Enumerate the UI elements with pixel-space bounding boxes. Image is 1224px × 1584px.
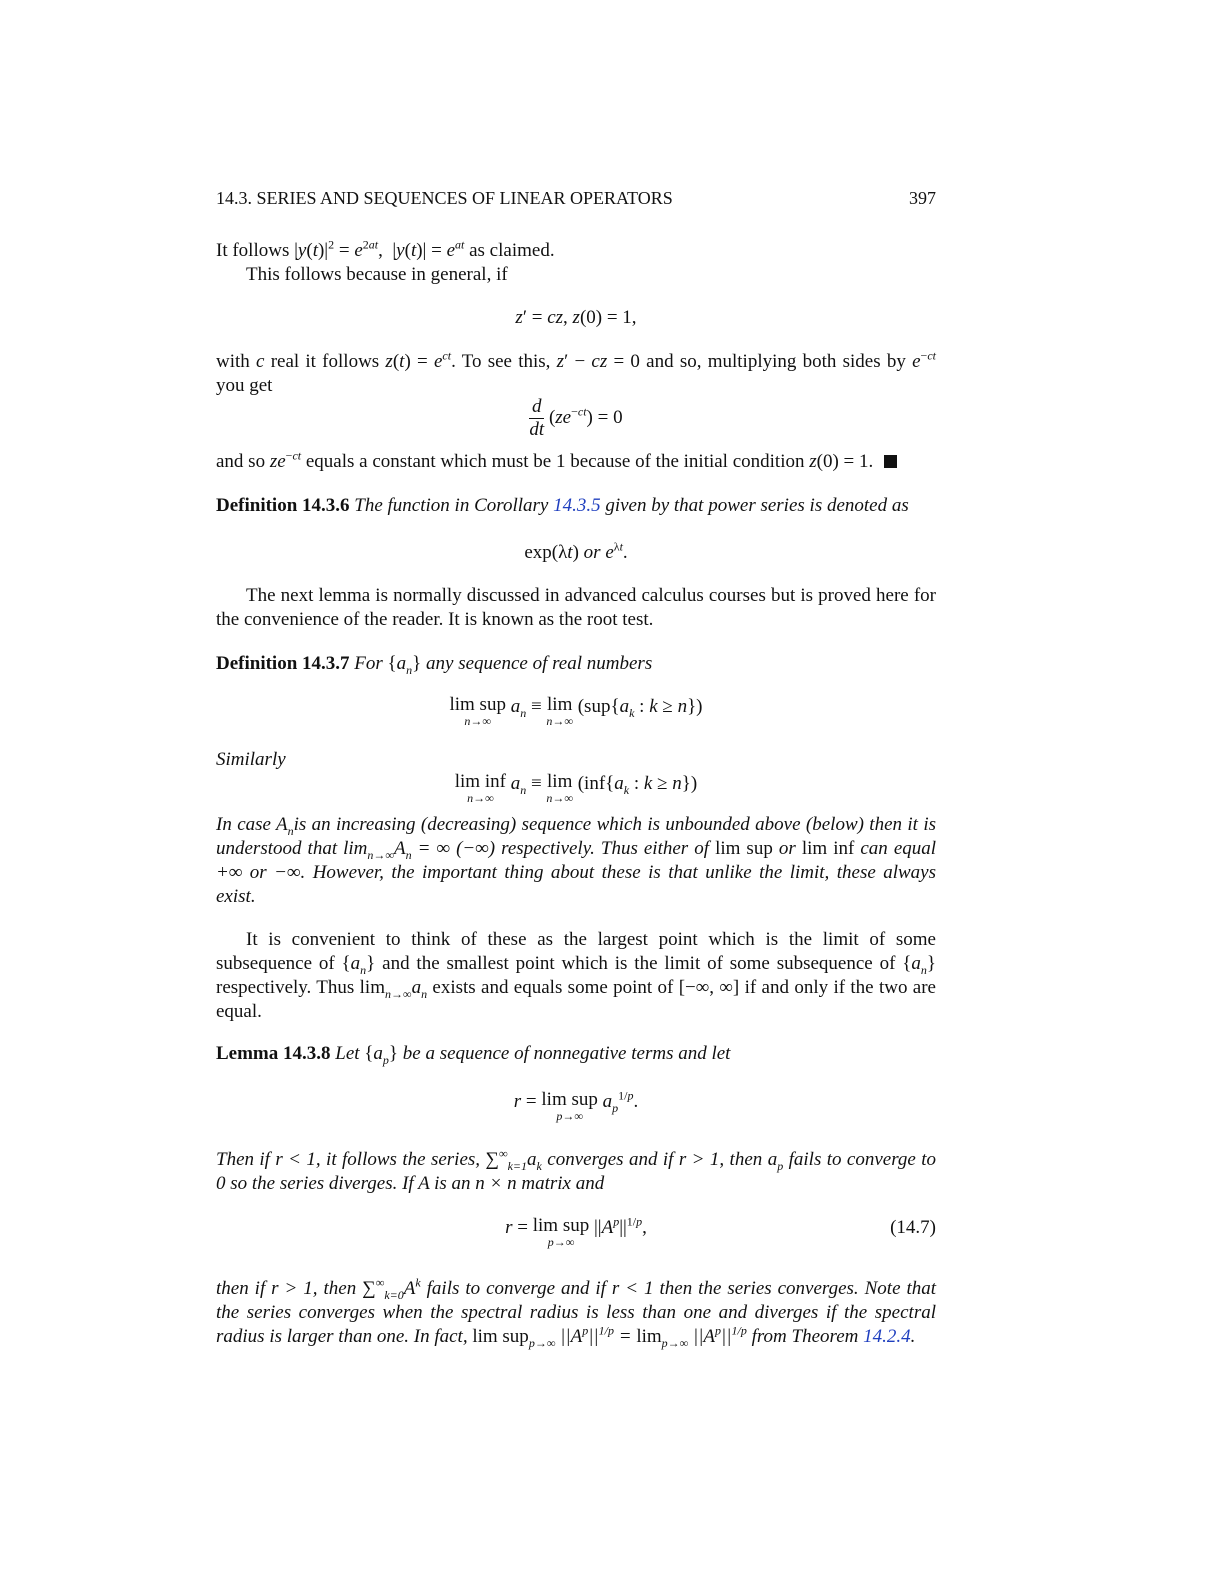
theorem-link[interactable]: 14.2.4	[863, 1326, 911, 1347]
equation-number: (14.7)	[890, 1217, 936, 1238]
running-header	[216, 186, 936, 210]
definition-14-3-7: Definition 14.3.7 For $\{a_n\}$ any sequence of real numbers	[216, 653, 653, 677]
label-similarly: Similarly	[216, 749, 286, 770]
equation-14-7: r = lim sup p→∞ $||A^p||^{1/p}$, (14.7)	[505, 1214, 936, 1249]
equation-exp: exp(λt) or $e^{\lambda t}$.	[524, 539, 628, 563]
paragraph-constant: and so $ze^{-ct}$ equals a constant which must be 1 because of the initial condition z(0) = 1.	[216, 450, 936, 474]
equation-r-ap: r = lim sup p→∞ $a_p^{1/p}$.	[513, 1088, 639, 1123]
paragraph-then-if: Then if r < 1, it follows the series, $\sum^\infty_{k=1}a_k$ converges and if r > 1, then $a_p$ fails to converge to 0 so the series diverges. If A is an n × n matrix and	[216, 1146, 937, 1194]
lemma-14-3-8: Lemma 14.3.8 Let $\{a_p\}$ be a sequence of nonnegative terms and let	[216, 1043, 731, 1067]
paragraph-in-case: In case $A_nis$ an increasing (decreasing) sequence which is unbounded above (below) then it is understood that $\lim_{n\to\infty}A_n$ = ∞ (−∞) respectively. Thus either of lim sup or lim inf can equal +∞ or −∞. However, the important thing about these is that unlike the limit, these always exist.	[216, 814, 937, 907]
equation-liminf: lim inf n→∞ $a_n \equiv \lim$ n→∞ ($inf\{a_k$ : k ≥ n})	[454, 771, 698, 805]
section-title: 14.3. SERIES AND SEQUENCES OF LINEAR OPERATORS	[216, 188, 673, 208]
corollary-link[interactable]: 14.3.5	[553, 495, 601, 516]
paragraph-spectral: then if r > 1, then $\sum^\infty_{k=0}A^k$ fails to converge and if r < 1 then the series converges. Note that the series converges when the spectral radius is less than one and diverges if the spectral radius is larger than one. In fact, lim sup$_{p\to\infty}$ $||A^p||^{1/p} = \lim_{p\to\infty} ||A^p||^{1/p}$ from Theorem 14.2.4.	[216, 1275, 937, 1350]
paragraph-convenient: It is convenient to think of these as the largest point which is the limit of some subsequence of $\{a_n\}$ and the smallest point which is the limit of some subsequence of $\{a_n\}$ respectively. Thus $\lim_{n\to\infty}a_n$ exists and equals some point of [−∞, ∞] if and only if the two are equal.	[216, 929, 936, 1022]
equation-derivative: $\frac{d}{dt}$ $(ze^{-ct}) = 0$	[529, 396, 623, 440]
paragraph-next-lemma: The next lemma is normally discussed in advanced calculus courses but is proved here for the convenience of the reader. It is known as the root test.	[216, 585, 936, 630]
equation-ode: z′ = cz, z(0) = 1,	[515, 307, 637, 328]
page-number: 397	[909, 188, 936, 208]
paragraph-follows: It follows $|y(t)|^2 = e^{2at}$, $|y(t)| = e^{at}$ as claimed. This follows because in general, if	[216, 237, 555, 285]
equation-limsup: lim sup n→∞ $a_n \equiv \lim$ n→∞ ($sup\{a_k$ : k ≥ n})	[449, 694, 703, 728]
qed-square-icon	[884, 455, 897, 468]
paragraph-with-c: with c real it follows $z(t) = e^{ct}$. To see this, z′ − cz = 0 and so, multiplying both sides by $e^{-ct}$ you get	[216, 348, 936, 396]
definition-14-3-6: Definition 14.3.6 The function in Corollary 14.3.5 given by that power series is denoted as	[216, 495, 909, 516]
